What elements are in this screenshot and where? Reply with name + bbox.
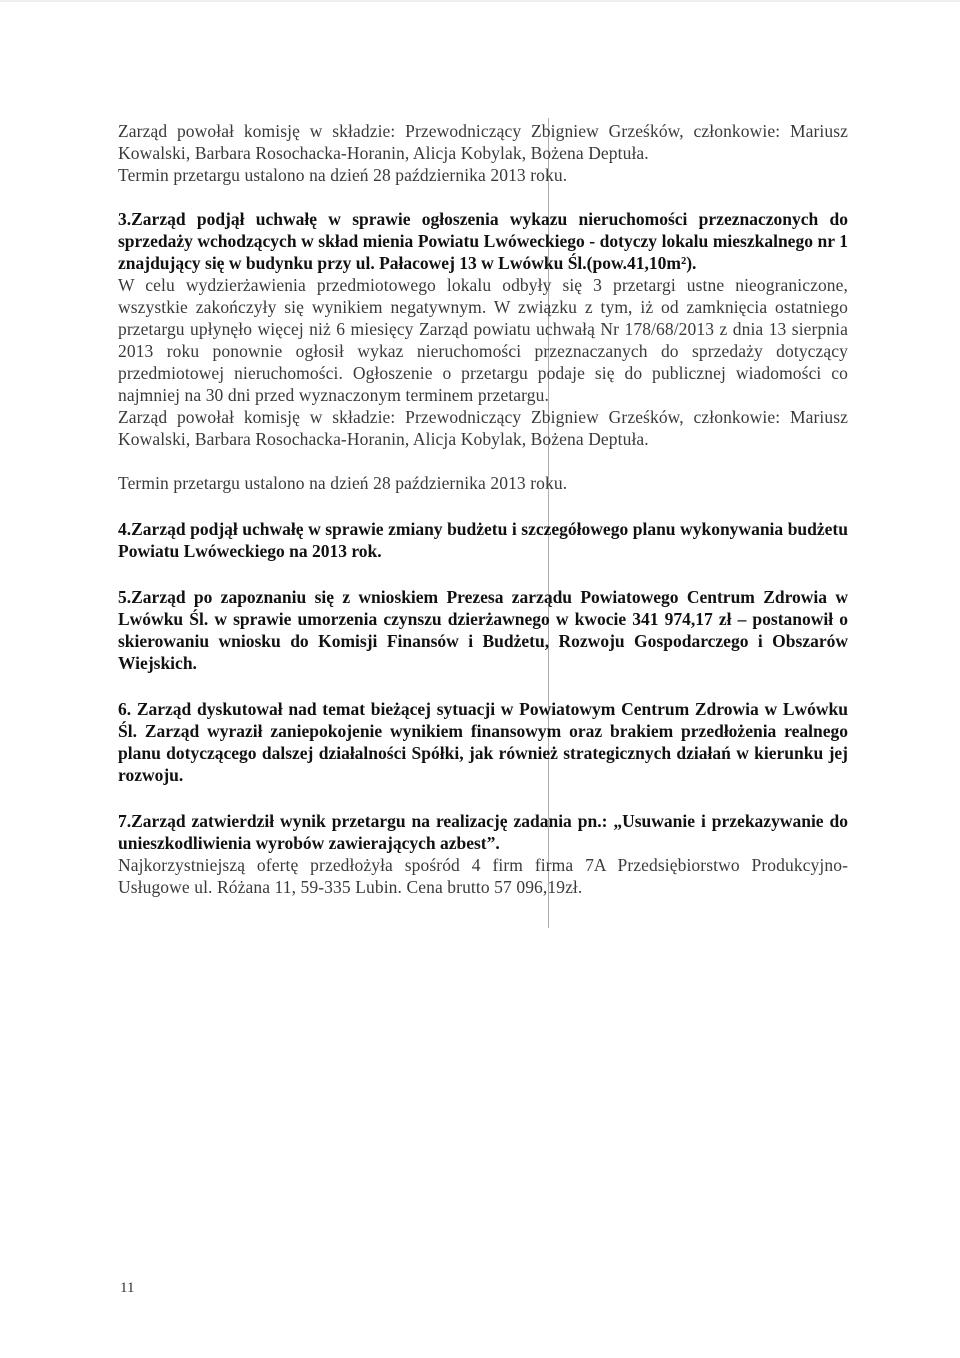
item-7-body: Najkorzystniejszą ofertę przedłożyła spośród 4 firm firma 7A Przedsiębiorstwo Produkcyjno-Usługowe ul. Różana 11, 59-335 Lubin. Cena brutto 57 096,19zł.: [118, 855, 848, 897]
item-5-heading: 5.Zarząd po zapoznaniu się z wnioskiem Prezesa zarządu Powiatowego Centrum Zdrowia w Lwówku Śl. w sprawie umorzenia czynszu dzierżawnego w kwocie 341 974,17 zł – postanowił o skierowaniu wniosku do Komisji Finansów i Budżetu, Rozwoju Gospodarczego i Obszarów Wiejskich.: [118, 587, 848, 673]
item-3-heading: 3.Zarząd podjął uchwałę w sprawie ogłoszenia wykazu nieruchomości przeznaczonych do sprzedaży wchodzących w skład mienia Powiatu Lwóweckiego - dotyczy lokalu mieszkalnego nr 1 znajdujący się w budynku przy ul. Pałacowej 13 w Lwówku Śl.(pow.41,10m²).: [118, 209, 848, 273]
page-number: 11: [120, 1280, 135, 1296]
spacer: [118, 674, 848, 698]
item-3-commission: Zarząd powołał komisję w składzie: Przewodniczący Zbigniew Grześków, członkowie: Mariusz Kowalski, Barbara Rosochacka-Horanin, Alicja Kobylak, Bożena Deptuła.: [118, 407, 848, 449]
spacer: [118, 450, 848, 472]
spacer: [118, 786, 848, 810]
item-3-body: W celu wydzierżawienia przedmiotowego lokalu odbyły się 3 przetargi ustne nieograniczone, wszystkie zakończyły się wynikiem negatywnym. W związku z tym, iż od zamknięcia ostatniego przetargu upłynęło więcej niż 6 miesięcy Zarząd powiatu uchwałą Nr 178/68/2013 z dnia 13 sierpnia 2013 roku ponownie ogłosił wykaz nieruchomości przeznaczanych do sprzedaży dotyczący przedmiotowej nieruchomości. Ogłoszenie o przetargu podaje się do publicznej wiadomości co najmniej na 30 dni przed wyznaczonym terminem przetargu.: [118, 275, 848, 405]
spacer: [118, 186, 848, 208]
item-6-heading: 6. Zarząd dyskutował nad temat bieżącej sytuacji w Powiatowym Centrum Zdrowia w Lwówku Śl. Zarząd wyraził zaniepokojenie wynikiem finansowym oraz brakiem przedłożenia realnego planu dotyczącego dalszej działalności Spółki, jak również strategicznych działań w kierunku jej rozwoju.: [118, 699, 848, 785]
item-3-deadline: Termin przetargu ustalono na dzień 28 października 2013 roku.: [118, 473, 568, 493]
spacer: [118, 562, 848, 586]
intro-deadline-text: Termin przetargu ustalono na dzień 28 października 2013 roku.: [118, 165, 568, 185]
scan-edge: [0, 0, 960, 2]
document-page: [118, 120, 848, 898]
item-4-heading: 4.Zarząd podjął uchwałę w sprawie zmiany budżetu i szczegółowego planu wykonywania budżetu Powiatu Lwóweckiego na 2013 rok.: [118, 519, 848, 561]
spacer: [118, 494, 848, 518]
intro-commission-text: Zarząd powołał komisję w składzie: Przewodniczący Zbigniew Grześków, członkowie: Mariusz Kowalski, Barbara Rosochacka-Horanin, Alicja Kobylak, Bożena Deptuła.: [118, 121, 848, 163]
item-7-heading: 7.Zarząd zatwierdził wynik przetargu na realizację zadania pn.: „Usuwanie i przekazywanie do unieszkodliwienia wyrobów zawierających azbest”.: [118, 811, 848, 853]
